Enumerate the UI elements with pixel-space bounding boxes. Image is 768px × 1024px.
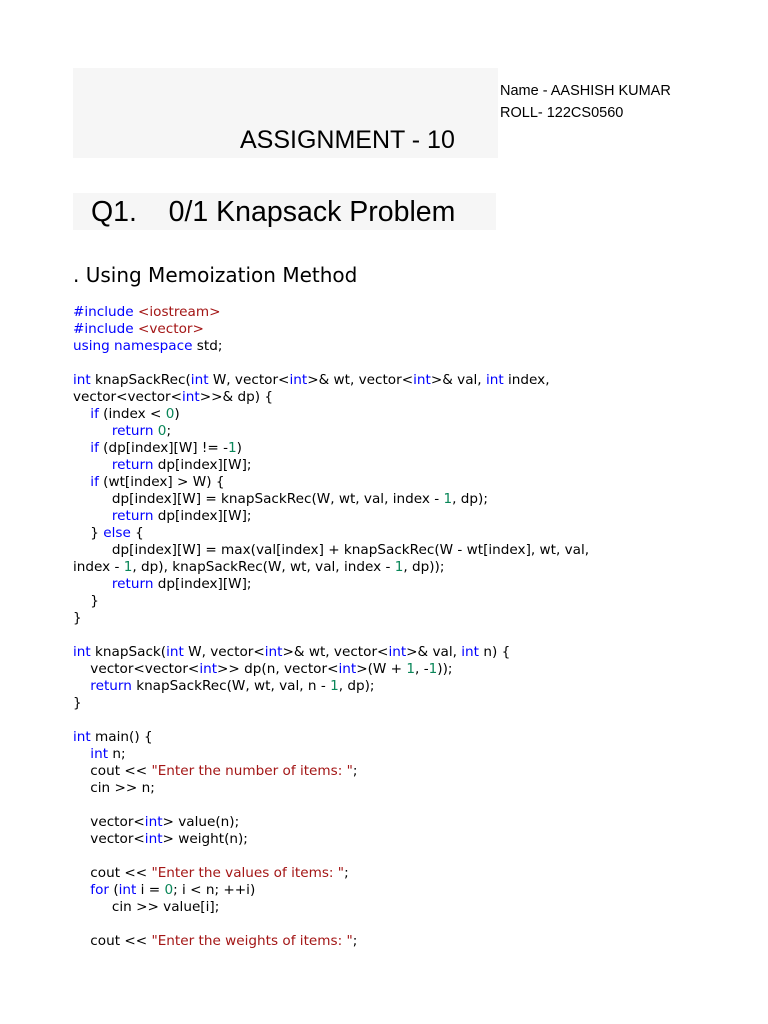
code-line — [73, 848, 763, 865]
code-line — [73, 491, 763, 508]
code-token: else — [103, 525, 131, 541]
code-token: int — [73, 729, 91, 745]
code-line — [73, 661, 763, 678]
code-token: vector<vector< — [73, 661, 200, 677]
code-token: int — [118, 882, 137, 898]
code-token: 1 — [330, 678, 339, 694]
code-token: int — [90, 746, 109, 762]
code-token: (dp[index][W] != - — [98, 440, 228, 456]
code-line — [73, 355, 763, 372]
code-line — [73, 559, 763, 576]
code-token: int — [73, 372, 91, 388]
code-token: "Enter the values of items: " — [151, 865, 345, 881]
code-token — [73, 678, 90, 694]
code-token: <vector> — [137, 321, 204, 337]
code-token: 0 — [164, 882, 174, 898]
code-token: using namespace — [73, 338, 193, 354]
code-line — [73, 423, 763, 440]
code-token: , dp)); — [403, 559, 445, 575]
code-token: knapSack( — [90, 644, 167, 660]
code-token: >(W + — [356, 661, 407, 677]
code-token: ; — [352, 933, 358, 949]
code-token: } — [73, 695, 82, 711]
code-token: std; — [192, 338, 223, 354]
code-token: >& val, — [406, 644, 462, 660]
code-line — [73, 321, 763, 338]
code-token: > value(n); — [162, 814, 240, 830]
code-token: dp[index][W] = max(val[index] + knapSackRec(W - wt[index], wt, val, — [73, 542, 590, 558]
code-token: ) — [174, 406, 180, 422]
code-line — [73, 474, 763, 491]
code-token: cout << — [73, 763, 152, 779]
student-name: Name - AASHISH KUMAR — [500, 83, 671, 99]
code-token: if — [90, 474, 99, 490]
code-token: if — [90, 406, 99, 422]
code-line — [73, 389, 763, 406]
code-token: )); — [437, 661, 453, 677]
code-line — [73, 627, 763, 644]
code-token — [73, 508, 112, 524]
code-token: #include — [73, 321, 138, 337]
code-token — [73, 440, 90, 456]
code-token: int — [166, 644, 184, 660]
code-token: cout << — [73, 933, 152, 949]
code-token: dp[index][W]; — [153, 508, 252, 524]
code-token: if — [90, 440, 99, 456]
code-token: , dp); — [338, 678, 375, 694]
code-line — [73, 440, 763, 457]
code-token: int — [289, 372, 308, 388]
code-token: int — [144, 831, 163, 847]
code-token: dp[index][W]; — [153, 457, 252, 473]
code-token — [73, 882, 90, 898]
code-token: ) — [236, 440, 242, 456]
code-token: W, vector< — [183, 644, 265, 660]
code-line — [73, 899, 763, 916]
question-number: Q1. — [91, 196, 137, 228]
code-token: cin >> n; — [73, 780, 155, 796]
code-token: > weight(n); — [162, 831, 248, 847]
code-token — [73, 746, 90, 762]
code-token: 1 — [394, 559, 404, 575]
code-token: >> dp(n, vector< — [217, 661, 339, 677]
code-line — [73, 406, 763, 423]
code-line — [73, 508, 763, 525]
code-token: , - — [415, 661, 429, 677]
code-token: } — [73, 610, 82, 626]
code-line — [73, 304, 763, 321]
code-token: 1 — [428, 661, 438, 677]
code-token: cin >> value[i]; — [73, 899, 220, 915]
code-token: return — [90, 678, 132, 694]
question-heading — [91, 194, 455, 230]
code-token: return — [111, 508, 154, 524]
code-line — [73, 831, 763, 848]
code-token: int — [388, 644, 407, 660]
code-token: int — [73, 644, 91, 660]
assignment-title: ASSIGNMENT - 10 — [240, 126, 455, 154]
code-token: 1 — [227, 440, 237, 456]
code-token: 0 — [157, 423, 167, 439]
code-line — [73, 593, 763, 610]
code-token: n; — [108, 746, 126, 762]
code-line — [73, 644, 763, 661]
code-token: { — [130, 525, 144, 541]
code-token: >>& dp) { — [199, 389, 273, 405]
code-token: ; — [352, 763, 358, 779]
question-title: 0/1 Knapsack Problem — [168, 196, 456, 228]
code-token: W, vector< — [208, 372, 290, 388]
code-line — [73, 576, 763, 593]
code-token: 1 — [406, 661, 416, 677]
code-token: int — [199, 661, 218, 677]
code-token: int — [144, 814, 163, 830]
code-token: ( — [109, 882, 119, 898]
code-token: knapSackRec( — [90, 372, 191, 388]
code-token: return — [111, 423, 154, 439]
code-line — [73, 525, 763, 542]
code-token: } — [73, 525, 104, 541]
code-token: dp[index][W] = knapSackRec(W, wt, val, index - — [73, 491, 444, 507]
code-line — [73, 610, 763, 627]
code-token: main() { — [90, 729, 153, 745]
code-token: int — [338, 661, 357, 677]
code-listing — [73, 304, 763, 950]
code-token: ; — [344, 865, 349, 881]
code-token: cout << — [73, 865, 152, 881]
code-token: >& wt, vector< — [307, 372, 414, 388]
code-token: <iostream> — [137, 304, 221, 320]
code-token: "Enter the number of items: " — [151, 763, 353, 779]
code-token — [73, 457, 112, 473]
code-line — [73, 916, 763, 933]
code-token — [73, 576, 112, 592]
code-line — [73, 746, 763, 763]
code-token: ; — [166, 423, 172, 439]
code-token: #include — [73, 304, 138, 320]
code-token: int — [413, 372, 431, 388]
method-heading: . Using Memoization Method — [73, 263, 358, 287]
code-line — [73, 457, 763, 474]
code-line — [73, 865, 763, 882]
code-token: n) { — [479, 644, 511, 660]
code-token — [73, 406, 90, 422]
code-token: >& wt, vector< — [282, 644, 389, 660]
code-line — [73, 678, 763, 695]
code-token: return — [111, 457, 154, 473]
roll-number: ROLL- 122CS0560 — [500, 105, 624, 121]
code-line — [73, 542, 763, 559]
code-token: i = — [136, 882, 165, 898]
code-token: } — [73, 593, 99, 609]
code-line — [73, 933, 763, 950]
code-token: vector< — [73, 814, 145, 830]
code-token: return — [111, 576, 154, 592]
code-token: vector<vector< — [73, 389, 183, 405]
code-token: , dp); — [452, 491, 488, 507]
code-line — [73, 780, 763, 797]
code-token: index, — [503, 372, 550, 388]
code-token: (wt[index] > W) { — [98, 474, 225, 490]
code-token: 1 — [443, 491, 453, 507]
code-token — [73, 423, 112, 439]
code-line — [73, 338, 763, 355]
code-line — [73, 372, 763, 389]
code-token: (index < — [98, 406, 166, 422]
code-token: int — [461, 644, 480, 660]
code-line — [73, 797, 763, 814]
code-token: knapSackRec(W, wt, val, n - — [131, 678, 331, 694]
code-token: index - — [73, 559, 124, 575]
code-line — [73, 814, 763, 831]
code-token: for — [90, 882, 109, 898]
code-token: int — [182, 389, 200, 405]
code-token: >& val, — [430, 372, 486, 388]
code-line — [73, 882, 763, 899]
code-line — [73, 695, 763, 712]
code-token: 1 — [123, 559, 133, 575]
code-token: int — [190, 372, 209, 388]
code-line — [73, 729, 763, 746]
code-token: int — [264, 644, 283, 660]
code-token: 0 — [165, 406, 175, 422]
code-token: int — [485, 372, 504, 388]
code-token: ; i < n; ++i) — [173, 882, 256, 898]
code-token: vector< — [73, 831, 145, 847]
code-token: dp[index][W]; — [153, 576, 252, 592]
code-token — [73, 474, 90, 490]
code-line — [73, 712, 763, 729]
code-token: , dp), knapSackRec(W, wt, val, index - — [132, 559, 395, 575]
code-token: "Enter the weights of items: " — [151, 933, 353, 949]
code-line — [73, 763, 763, 780]
